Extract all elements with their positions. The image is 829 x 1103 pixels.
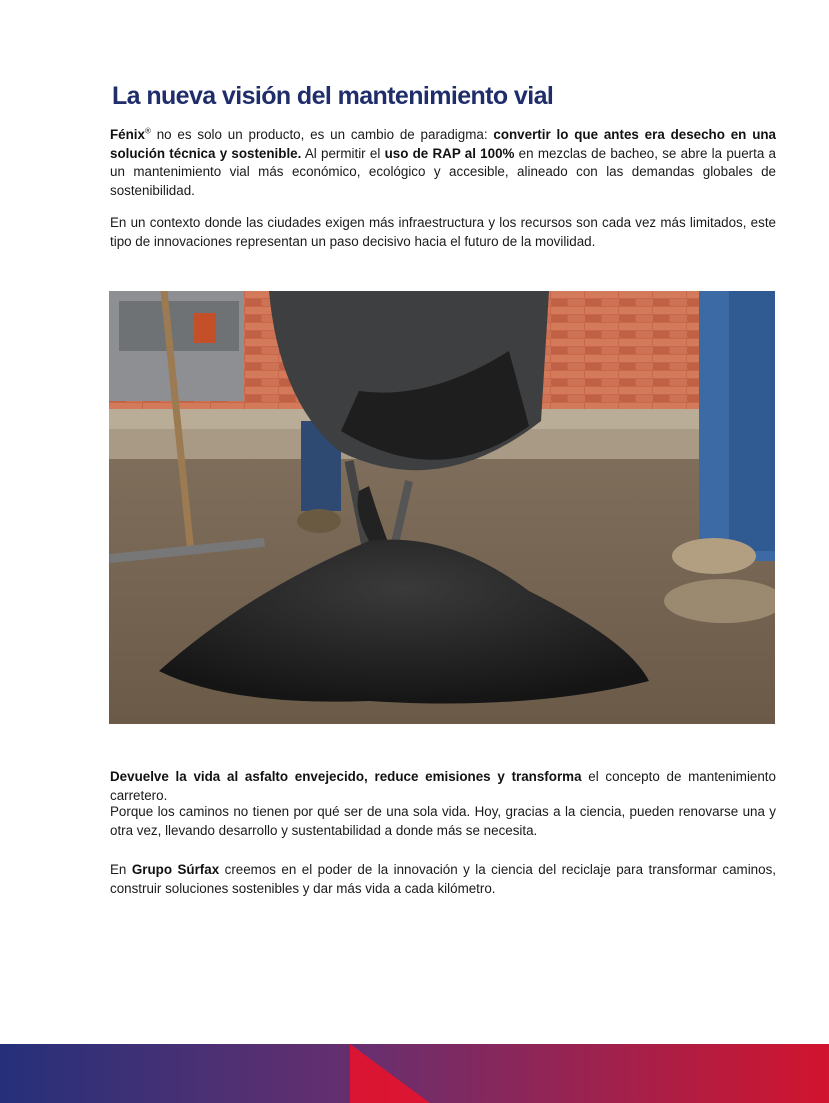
closing-paragraph [110,861,776,898]
roads-paragraph: Porque los caminos no tienen por qué ser de una sola vida. Hoy, gracias a la ciencia, pueden renovarse una y otra vez, llevando desarrollo y sustentabilidad a donde más se necesita. [110,804,776,838]
intro-bold-1: convertir lo que antes era desecho en una solución técnica y sostenible. [110,127,776,161]
context-paragraph: En un contexto donde las ciudades exigen más infraestructura y los recursos son cada vez más limitados, este tipo de innovaciones representan un paso decisivo hacia el futuro de la movilidad. [110,215,776,249]
benefits-paragraph [110,768,776,805]
footer-gradient-band [0,1044,829,1103]
closing-text-2: creemos en el poder de la innovación y la ciencia del reciclaje para transformar caminos, construir soluciones sostenibles y dar más vida a cada kilómetro. [110,862,776,896]
asphalt-patching-photo [109,291,775,724]
registered-mark: ® [144,126,151,136]
intro-text-3: en mezclas de bacheo, se abre la puerta a un mantenimiento vial más económico, ecológico y accesible, alineado con las demandas globales de sostenibilidad. [110,145,776,198]
intro-bold-2: uso de RAP al 100% [384,145,515,161]
intro-text-1: no es solo un producto, es un cambio de paradigma: [150,127,494,142]
intro-paragraph [110,126,776,200]
brand-name: Fénix [110,127,145,142]
closing-text-1: En [110,862,132,877]
page-title: La nueva visión del mantenimiento vial [112,82,554,110]
benefits-bold: Devuelve la vida al asfalto envejecido, reduce emisiones y transforma [110,769,582,784]
company-name: Grupo Súrfax [131,862,220,877]
benefits-text: el concepto de mantenimiento carretero. [110,769,776,803]
intro-text-2: Al permitir el [301,145,385,161]
